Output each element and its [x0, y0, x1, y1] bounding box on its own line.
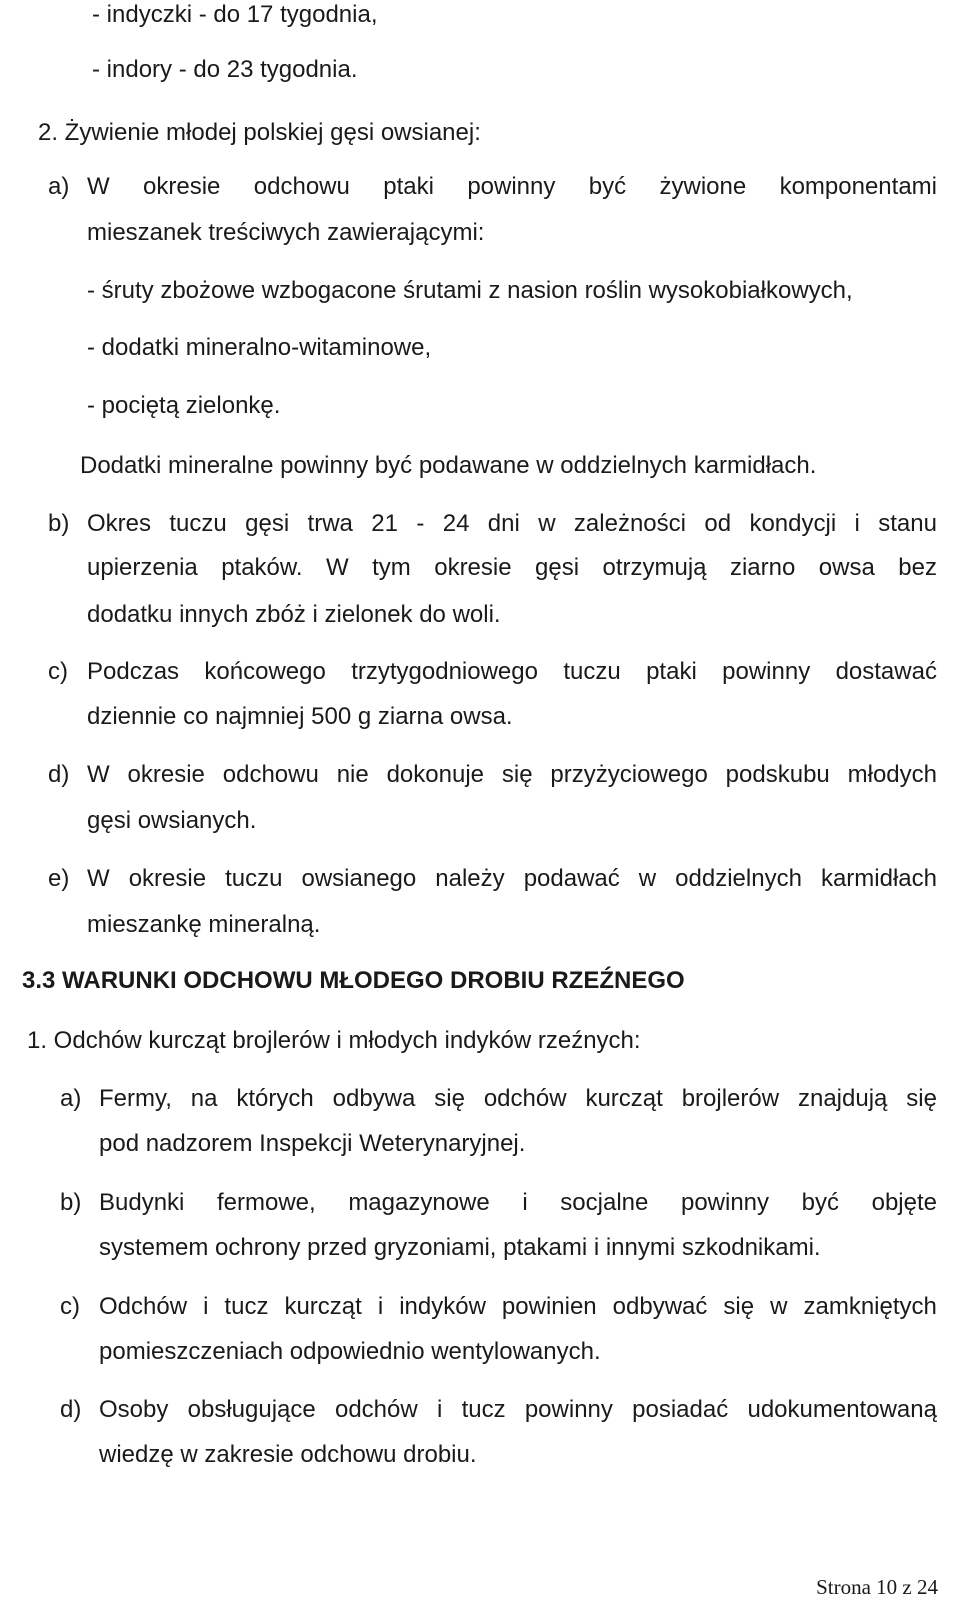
word: gęsi [245, 510, 290, 537]
word: W [326, 554, 349, 581]
word: ptaków. [221, 554, 303, 581]
paragraph-line [87, 553, 937, 583]
word: i [854, 510, 860, 537]
item-label: c) [60, 1293, 80, 1320]
word: odbywać [612, 1293, 708, 1320]
word: tym [372, 554, 411, 581]
word: tucz [461, 1396, 506, 1423]
paragraph-line [87, 509, 937, 539]
word: być [588, 173, 627, 200]
item-label: d) [60, 1396, 82, 1423]
paragraph-line [87, 657, 937, 687]
word: młodych [847, 761, 937, 788]
item-label: a) [48, 173, 70, 200]
paragraph-line [99, 1395, 937, 1425]
list-item: - indory - do 23 tygodnia. [92, 56, 358, 83]
word: Okres [87, 510, 152, 537]
word: na [190, 1085, 218, 1112]
word: podawać [523, 865, 620, 892]
word: dostawać [835, 658, 937, 685]
word: zamkniętych [803, 1293, 937, 1320]
word: się [501, 761, 533, 788]
list-item: 1. Odchów kurcząt brojlerów i młodych indyków rzeźnych: [27, 1027, 641, 1054]
word: trwa [307, 510, 353, 537]
word: ziarno [729, 554, 796, 581]
word: się [434, 1085, 465, 1112]
paragraph-line [87, 760, 937, 790]
word: się [906, 1085, 937, 1112]
word: okresie [143, 173, 221, 200]
paragraph-line: systemem ochrony przed gryzoniami, ptakami i innymi szkodnikami. [99, 1234, 821, 1261]
word: w [538, 510, 556, 537]
word: bez [898, 554, 937, 581]
paragraph-line [87, 172, 937, 202]
word: powinny [467, 173, 556, 200]
word: odchowu [253, 173, 350, 200]
word: nie [336, 761, 369, 788]
paragraph-line: mieszanek treściwych zawierającymi: [87, 219, 485, 246]
word: dni [487, 510, 520, 537]
word: upierzenia [87, 554, 198, 581]
word: kurcząt [284, 1293, 362, 1320]
word: objęte [871, 1189, 937, 1216]
word: powinny [722, 658, 811, 685]
word: tuczu [563, 658, 621, 685]
section-title: 2. Żywienie młodej polskiej gęsi owsianej: [38, 119, 481, 146]
word: - [416, 510, 425, 537]
word: odchowu [222, 761, 319, 788]
word: magazynowe [348, 1189, 490, 1216]
paragraph-line [99, 1292, 937, 1322]
word: Fermy, [99, 1085, 172, 1112]
word: dokonuje [386, 761, 484, 788]
item-label: a) [60, 1085, 82, 1112]
word: tuczu [169, 510, 227, 537]
word: Budynki [99, 1189, 185, 1216]
page-number: Strona 10 z 24 [816, 1575, 938, 1599]
section-heading: 3.3 WARUNKI ODCHOWU MŁODEGO DROBIU RZEŹNEGO [22, 967, 685, 994]
word: socjalne [560, 1189, 649, 1216]
word: żywione [659, 173, 747, 200]
item-label: b) [48, 510, 70, 537]
word: i [377, 1293, 384, 1320]
word: udokumentowaną [747, 1396, 937, 1423]
word: być [801, 1189, 839, 1216]
list-item: - śruty zbożowe wzbogacone śrutami z nasion roślin wysokobiałkowych, [87, 277, 853, 304]
word: odchów [483, 1085, 567, 1112]
word: powinny [680, 1189, 770, 1216]
word: podskubu [725, 761, 830, 788]
paragraph-line: wiedzę w zakresie odchowu drobiu. [99, 1441, 477, 1468]
paragraph-line [99, 1188, 937, 1218]
paragraph-line: dodatku innych zbóż i zielonek do woli. [87, 601, 501, 628]
word: przyżyciowego [550, 761, 708, 788]
word: gęsi [535, 554, 580, 581]
word: zależności [573, 510, 686, 537]
word: karmidłach [820, 865, 937, 892]
paragraph-line [99, 1084, 937, 1114]
word: odbywa [332, 1085, 416, 1112]
paragraph-line: pomieszczeniach odpowiednio wentylowanych. [99, 1338, 601, 1365]
word: okresie [128, 865, 207, 892]
word: owsianego [301, 865, 417, 892]
list-item: - indyczki - do 17 tygodnia, [92, 1, 378, 28]
paragraph-line: dziennie co najmniej 500 g ziarna owsa. [87, 703, 513, 730]
paragraph-line: mieszankę mineralną. [87, 911, 321, 938]
word: tuczu [225, 865, 283, 892]
word: obsługujące [187, 1396, 316, 1423]
list-item: - pociętą zielonkę. [87, 392, 281, 419]
word: kondycji [749, 510, 837, 537]
word: tucz [224, 1293, 269, 1320]
word: oddzielnych [675, 865, 802, 892]
word: i [436, 1396, 443, 1423]
word: których [236, 1085, 314, 1112]
word: stanu [878, 510, 937, 537]
word: 24 [442, 510, 470, 537]
word: W [87, 173, 110, 200]
word: okresie [127, 761, 205, 788]
word: powinien [501, 1293, 597, 1320]
word: należy [435, 865, 505, 892]
word: owsa [818, 554, 875, 581]
word: posiadać [632, 1396, 729, 1423]
note: Dodatki mineralne powinny być podawane w oddzielnych karmidłach. [80, 452, 817, 479]
word: się [723, 1293, 755, 1320]
word: Podczas [87, 658, 180, 685]
word: fermowe, [217, 1189, 316, 1216]
paragraph-line: gęsi owsianych. [87, 807, 257, 834]
word: ptaki [383, 173, 434, 200]
list-item: - dodatki mineralno-witaminowe, [87, 334, 432, 361]
word: odchów [334, 1396, 418, 1423]
word: w [638, 865, 657, 892]
word: ptaki [646, 658, 697, 685]
word: kurcząt [585, 1085, 663, 1112]
word: komponentami [779, 173, 937, 200]
word: od [704, 510, 732, 537]
word: W [87, 865, 110, 892]
item-label: d) [48, 761, 70, 788]
word: i [203, 1293, 209, 1320]
item-label: e) [48, 865, 70, 892]
word: otrzymują [602, 554, 707, 581]
word: w [770, 1293, 788, 1320]
word: i [522, 1189, 528, 1216]
word: brojlerów [681, 1085, 780, 1112]
word: trzytygodniowego [351, 658, 538, 685]
paragraph-line [87, 864, 937, 894]
paragraph-line: pod nadzorem Inspekcji Weterynaryjnej. [99, 1130, 526, 1157]
word: okresie [434, 554, 512, 581]
word: znajdują [797, 1085, 888, 1112]
item-label: b) [60, 1189, 82, 1216]
word: końcowego [204, 658, 326, 685]
word: W [87, 761, 110, 788]
word: Osoby [99, 1396, 169, 1423]
word: indyków [399, 1293, 486, 1320]
item-label: c) [48, 658, 68, 685]
word: 21 [371, 510, 398, 537]
word: Odchów [99, 1293, 188, 1320]
word: powinny [524, 1396, 613, 1423]
